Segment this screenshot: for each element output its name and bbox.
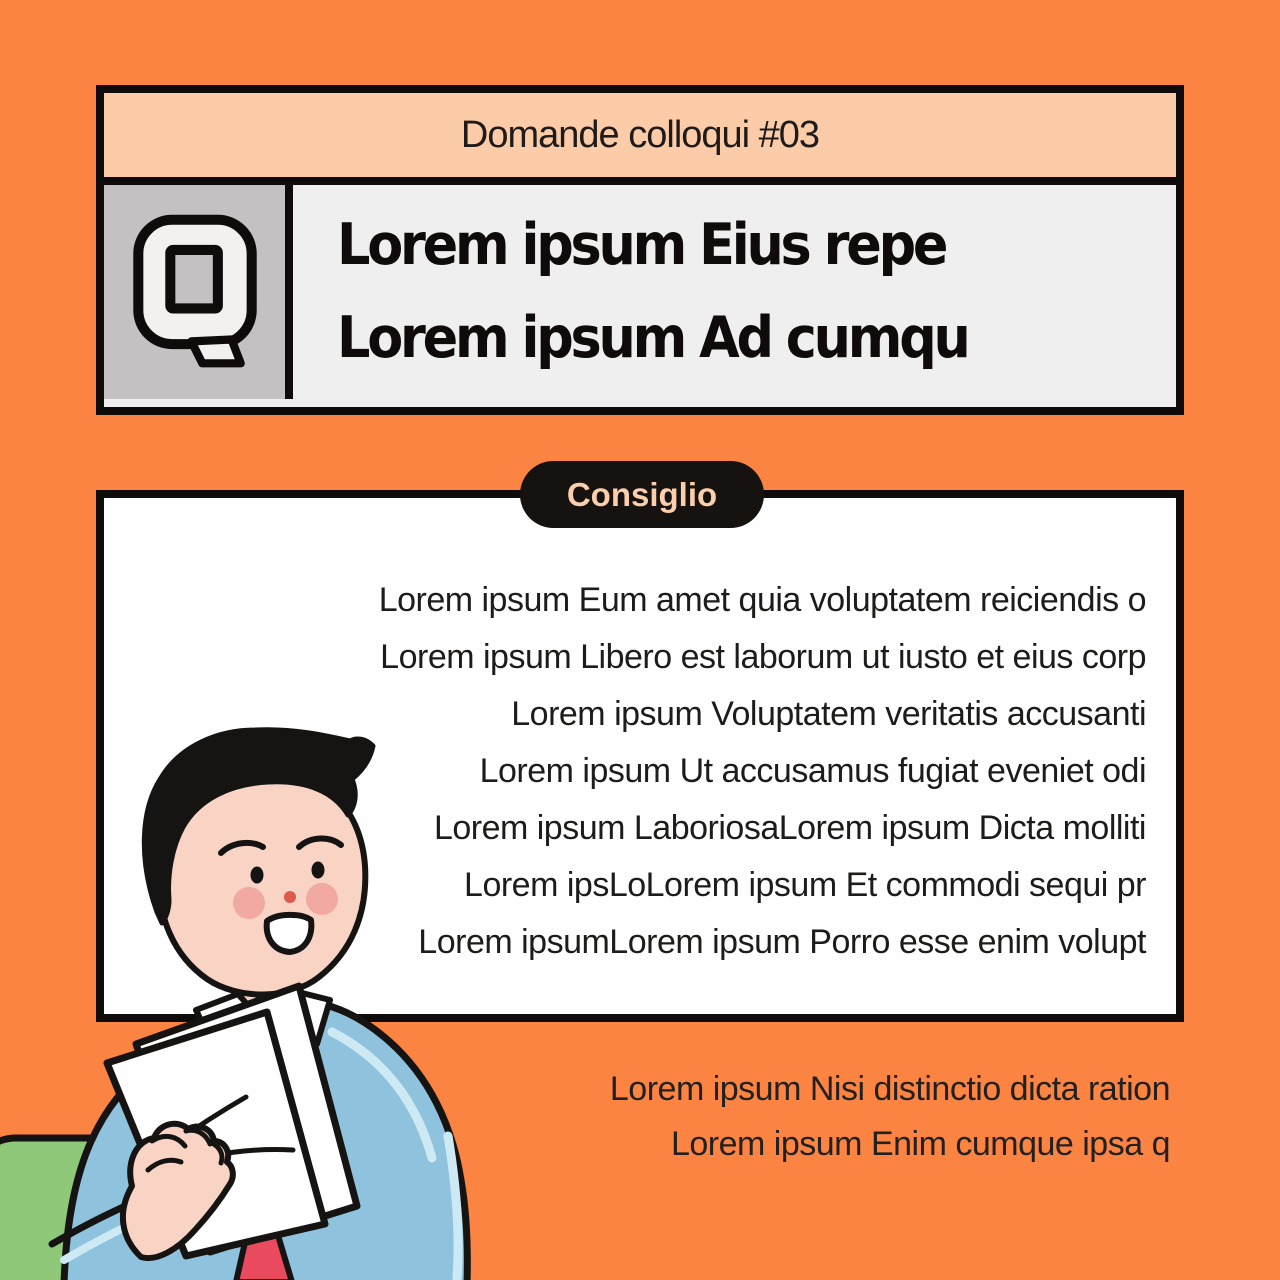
question-card [96,85,1184,415]
question-card-body [104,185,1176,399]
question-card-header-label: Domande colloqui #03 [460,113,820,156]
tip-line: Lorem ipsLoLorem ipsum Et commodi sequi pr [464,866,1146,904]
tip-line: Lorem ipsum Voluptatem veritatis accusanti [511,695,1146,733]
tip-badge [520,461,764,528]
tip-badge-label: Consiglio [566,475,718,513]
question-title-line2: Lorem ipsum Ad cumqu [337,305,968,371]
question-card-header [104,93,1176,185]
q-speech-bubble-icon [131,213,259,371]
interviewer-illustration [0,700,500,1280]
tip-line: Lorem ipsum Eum amet quia voluptatem reiciendis o [378,581,1146,619]
tip-line: Lorem ipsumLorem ipsum Porro esse enim volupt [418,923,1146,961]
footer-line: Lorem ipsum Enim cumque ipsa q [670,1125,1170,1163]
footer-line: Lorem ipsum Nisi distinctio dicta ration [609,1070,1170,1108]
mouth [267,915,312,952]
tip-line: Lorem ipsum Libero est laborum ut iusto et eius corp [380,638,1146,676]
question-title-line1: Lorem ipsum Eius repe [337,212,946,278]
question-title-box [293,185,1176,399]
footer-text-block [610,1062,1170,1172]
tip-line: Lorem ipsum Ut accusamus fugiat eveniet odi [479,752,1146,790]
question-icon-box [104,185,293,399]
tip-line: Lorem ipsum LaboriosaLorem ipsum Dicta molliti [433,809,1146,847]
